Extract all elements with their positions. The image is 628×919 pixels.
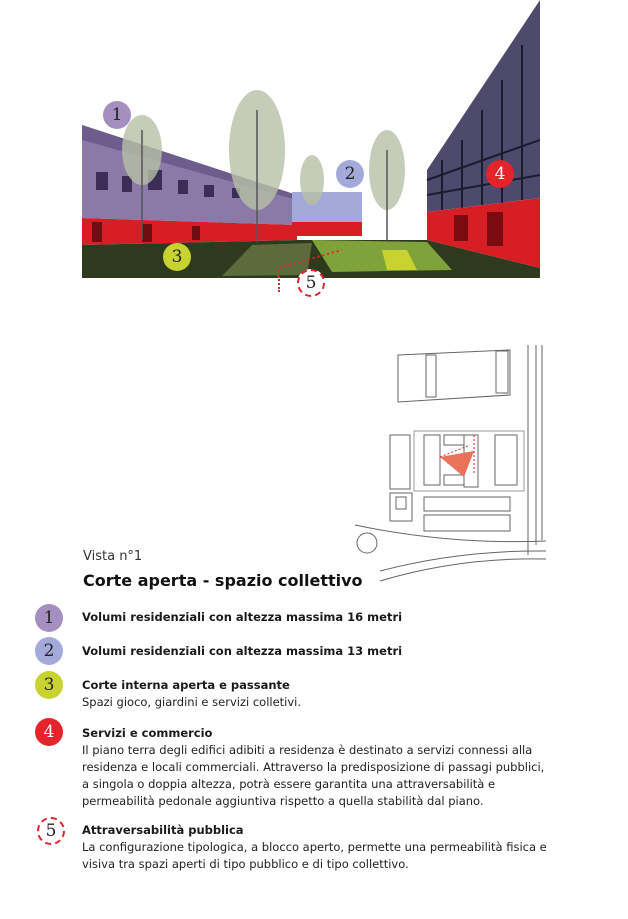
marker-4 <box>486 160 514 188</box>
legend-marker-1-number: 1 <box>43 608 55 628</box>
legend-marker-1 <box>35 604 63 632</box>
marker-2 <box>336 160 364 188</box>
legend-marker-4 <box>35 718 63 746</box>
marker-5 <box>297 269 325 297</box>
view-title: Corte aperta - spazio collettivo <box>83 571 363 590</box>
marker-4-number: 4 <box>494 164 506 184</box>
marker-3-number: 3 <box>171 247 183 267</box>
legend-item-2 <box>82 643 552 660</box>
legend-title-2: Volumi residenziali con altezza massima 13 metri <box>82 644 403 658</box>
legend-marker-3 <box>35 671 63 699</box>
courtyard-perspective-image <box>82 0 540 278</box>
marker-5-number: 5 <box>305 273 317 293</box>
legend-marker-5-number: 5 <box>45 821 57 841</box>
site-plan-diagram <box>350 345 546 585</box>
legend-marker-2-number: 2 <box>43 641 55 661</box>
marker-2-number: 2 <box>344 164 356 184</box>
legend-marker-4-number: 4 <box>43 722 55 742</box>
legend-item-4 <box>82 725 552 810</box>
legend-title-1: Volumi residenziali con altezza massima 16 metri <box>82 610 403 624</box>
view-number-label: Vista n°1 <box>83 549 143 564</box>
legend-title-5: Attraversabilità pubblica <box>82 823 244 837</box>
legend-item-3 <box>82 677 552 711</box>
legend-desc-4: Il piano terra degli edifici adibiti a residenza è destinato a servizi connessi alla residenza e locali commerciali. Attraverso la predisposizione di passagi pubblici, a singola o doppia altezza, potrà essere garantita una attraversabilità e permeabilità pedonale aggiuntiva rispetto a quella stabilità dal piano. <box>82 743 545 808</box>
legend-marker-3-number: 3 <box>43 675 55 695</box>
legend-desc-3: Spazi gioco, giardini e servizi colletivi. <box>82 695 302 709</box>
legend-item-1 <box>82 609 552 626</box>
dotted-path-arrow <box>278 276 282 292</box>
marker-1 <box>103 101 131 129</box>
legend-marker-2 <box>35 637 63 665</box>
legend-marker-5 <box>37 817 65 845</box>
legend-desc-5: La configurazione tipologica, a blocco aperto, permette una permeabilità fisica e visiva tra spazi aperti di tipo pubblico e di tipo collettivo. <box>82 840 547 871</box>
marker-1-number: 1 <box>111 105 123 125</box>
legend-title-4: Servizi e commercio <box>82 726 213 740</box>
legend-title-3: Corte interna aperta e passante <box>82 678 290 692</box>
legend-item-5 <box>82 822 552 873</box>
marker-3 <box>163 243 191 271</box>
